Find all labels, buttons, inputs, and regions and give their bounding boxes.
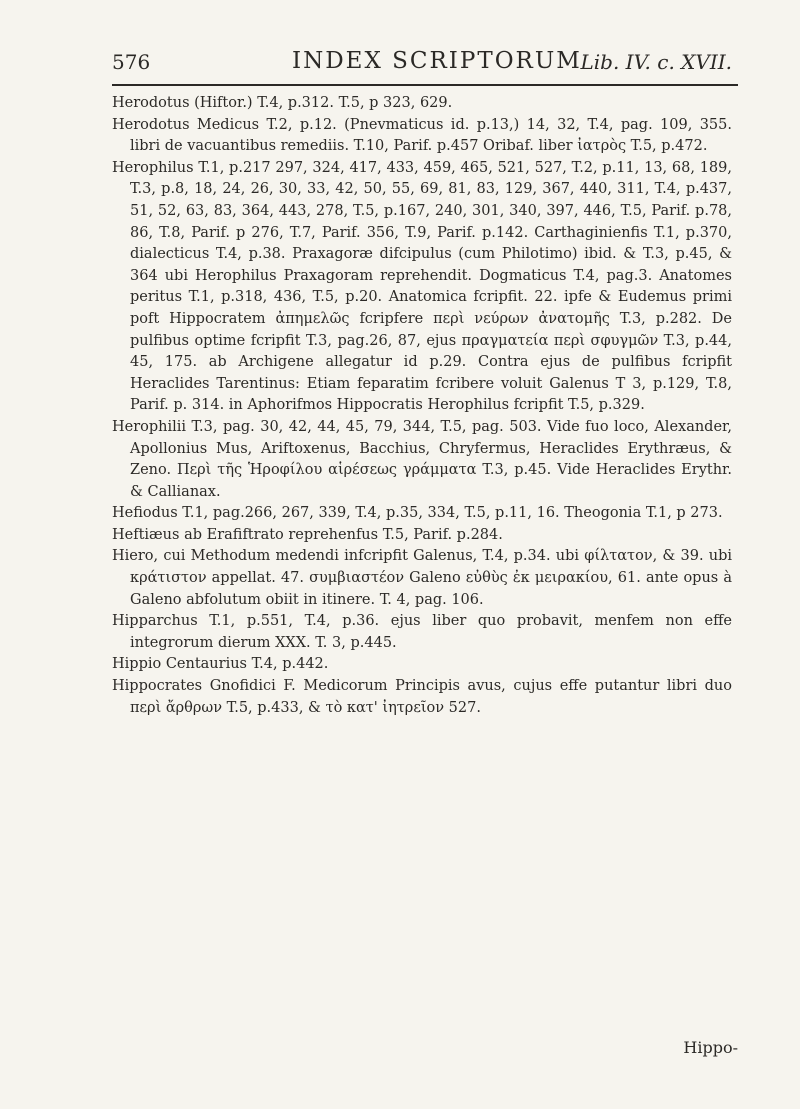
index-entry-hesiodus: Hefiodus T.1, pag.266, 267, 339, T.4, p.35, 334, T.5, p.11, 16. Theogonia T.1, p 273.: [112, 505, 723, 522]
catchword: Hippo-: [683, 1038, 738, 1057]
index-entries: [112, 93, 732, 719]
index-entry-hiero: Hiero, cui Methodum medendi infcripfit Galenus, T.4, p.34. ubi φίλτατον, & 39. ubi κράτιστον appellat. 47. συμβιαστέον Galeno εὐθὺς ἐκ μειρακίου, 61. ante opus à Galeno abfolutum obiit in itinere. T. 4, pag. 106.: [112, 548, 732, 608]
header-rule: [112, 84, 738, 86]
index-entry-herodotus: Herodotus (Hiftor.) T.4, p.312. T.5, p 323, 629.: [112, 95, 453, 111]
section-reference: Lib. IV. c. XVII.: [580, 50, 732, 74]
page-number: 576: [112, 50, 151, 74]
page-title: INDEX SCRIPTORUM: [292, 48, 582, 74]
index-entry-herodotus-medicus: Herodotus Medicus T.2, p.12. (Pnevmaticus id. p.13,) 14, 32, T.4, pag. 109, 355. libri de vacuantibus remediis. T.10, Parif. p.457 Oribaf. liber ἰατρὸς T.5, p.472.: [112, 116, 732, 155]
index-entry-hippocrates-gnosidici: Hippocrates Gnofidici F. Medicorum Principis avus, cujus effe putantur libri duo περὶ ἄρθρων T.5, p.433, & τὸ κατ' ἰητρεῖον 527.: [112, 678, 732, 716]
index-entry-hipparchus: Hipparchus T.1, p.551, T.4, p.36. ejus liber quo probavit, menfem non effe integrorum dierum XXX. T. 3, p.445.: [112, 613, 732, 651]
index-entry-hippio: Hippio Centaurius T.4, p.442.: [112, 656, 329, 673]
index-entry-hestiaeus: Heftiæus ab Erafiftrato reprehenfus T.5, Parif. p.284.: [112, 526, 503, 543]
index-entry-herophilus: Herophilus T.1, p.217 297, 324, 417, 433, 459, 465, 521, 527, T.2, p.11, 13, 68, 189, T.3, p.8, 18, 24, 26, 30, 33, 42, 50, 55, 69, 81, 83, 129, 367, 440, 311, T.4, p.437, 51, 52, 63, 83, 364, 443, 278, T.5, p.167, 240, 301, 340, 397, 446, T.5, Parif. p.78, 86, T.8, Parif. p 276, T.7, Parif. 356, T.9, Parif. p.142. Carthaginienfis T.1, p.370, dialecticus T.4, p.38. Praxagoræ difcipulus (cum Philotimo) ibid. & T.3, p.45, & 364 ubi Herophilus Praxagoram reprehendit. Dogmaticus T.4, pag.3. Anatomes peritus T.1, p.318, 436, T.5, p.20. Anatomica fcripfit. 22. ipfe & Eudemus primi poft Hippocratem ἀπημελῶς fcripfere περὶ νεύρων ἀνατομῆς T.3, p.282. De pulfibus optime fcripfit T.3, pag.26, 87, ejus πραγματεία περὶ σφυγμῶν T.3, p.44, 45, 175. ab Archigene allegatur id p.29. Contra ejus de pulfibus fcripfit Heraclides Tarentinus: Etiam feparatim fcribere voluit Galenus T 3, p.129, T.8, Parif. p. 314. in Aphorifmos Hippocratis Herophilus fcripfit T.5, p.329.: [112, 159, 732, 414]
index-entry-herophilii: Herophilii T.3, pag. 30, 42, 44, 45, 79, 344, T.5, pag. 503. Vide fuo loco, Alexander, Apollonius Mus, Ariftoxenus, Bacchius, Chryfermus, Heraclides Erythræus, & Zeno. Περὶ τῆς Ἡροφίλου αἱρέσεως γράμματα T.3, p.45. Vide Heraclides Erythr. & Callianax.: [112, 418, 732, 500]
